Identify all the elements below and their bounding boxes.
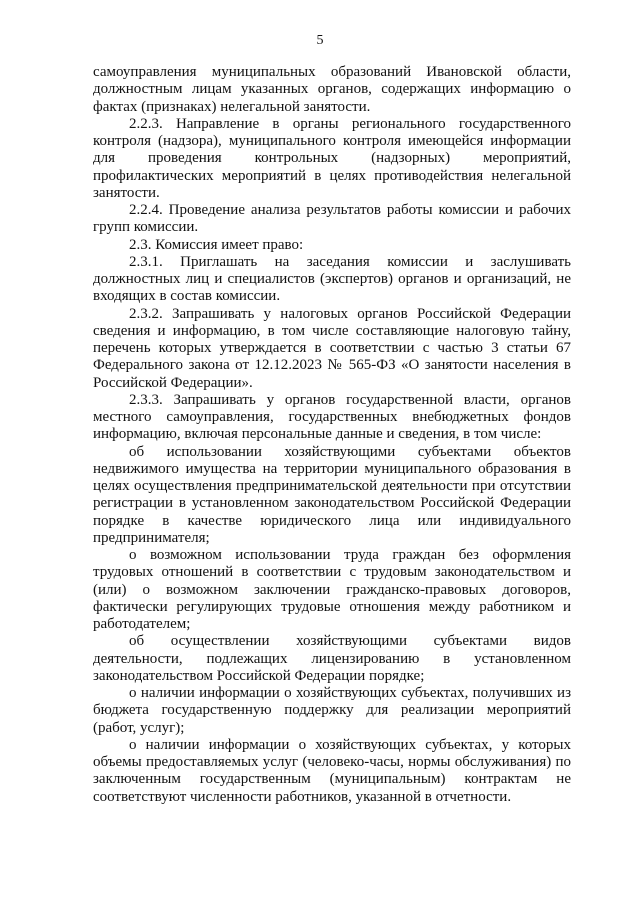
paragraph-2-3-3: 2.3.3. Запрашивать у органов государственной власти, органов местного самоуправления, государственных внебюджетных фондов информацию, включая персональные данные и сведения, в том числе: <box>93 391 571 443</box>
list-item-state-support: о наличии информации о хозяйствующих субъектах, получивших из бюджета государственную поддержку для реализации мероприятий (работ, услуг); <box>93 685 571 736</box>
list-item-licensing: об осуществлении хозяйствующими субъектами видов деятельности, подлежащих лицензированию в установленном законодательством Российской Федерации порядке; <box>93 633 571 684</box>
paragraph-2-3-1: 2.3.1. Приглашать на заседания комиссии и заслушивать должностных лиц и специалистов (экспертов) органов и организаций, не входящих в состав комиссии. <box>93 253 571 305</box>
list-item-contracts: о наличии информации о хозяйствующих субъектах, у которых объемы предоставляемых услуг (человеко-часы, нормы обслуживания) по заключенным государственным (муниципальным) контрактам не соответствуют численности работников, указанной в отчетности. <box>93 736 571 805</box>
paragraph-2-3: 2.3. Комиссия имеет право: <box>129 236 304 253</box>
paragraph-continuation: самоуправления муниципальных образований Ивановской области, должностным лицам указанных органов, содержащих информацию о фактах (признаках) нелегальной занятости. <box>93 64 571 115</box>
document-body <box>93 64 571 806</box>
paragraph-2-2-3: 2.2.3. Направление в органы регионального государственного контроля (надзора), муниципального контроля имеющейся информации для проведения контрольных (надзорных) мероприятий, профилактических мероприятий в целях противодействия нелегальной занятости. <box>93 115 571 201</box>
list-item-labor: о возможном использовании труда граждан без оформления трудовых отношений в соответствии с трудовым законодательством и (или) о возможном заключении гражданско-правовых договоров, фактически регулирующих трудовые отношения между работником и работодателем; <box>93 547 571 632</box>
paragraph-2-3-2: 2.3.2. Запрашивать у налоговых органов Российской Федерации сведения и информацию, в том числе составляющие налоговую тайну, перечень которых утверждается в соответствии с частью 3 статьи 67 Федерального закона от 12.12.2023 № 565-ФЗ «О занятости населения в Российской Федерации». <box>93 305 571 391</box>
paragraph-2-2-4: 2.2.4. Проведение анализа результатов работы комиссии и рабочих групп комиссии. <box>93 202 571 236</box>
list-item-real-estate: об использовании хозяйствующими субъектами объектов недвижимого имущества на территории муниципального образования в целях осуществления предпринимательской деятельности при отсутствии регистрации в установленном законодательством Российской Федерации порядке в качестве юридического лица или индивидуального предпринимателя; <box>93 443 571 546</box>
page-number: 5 <box>316 33 324 48</box>
